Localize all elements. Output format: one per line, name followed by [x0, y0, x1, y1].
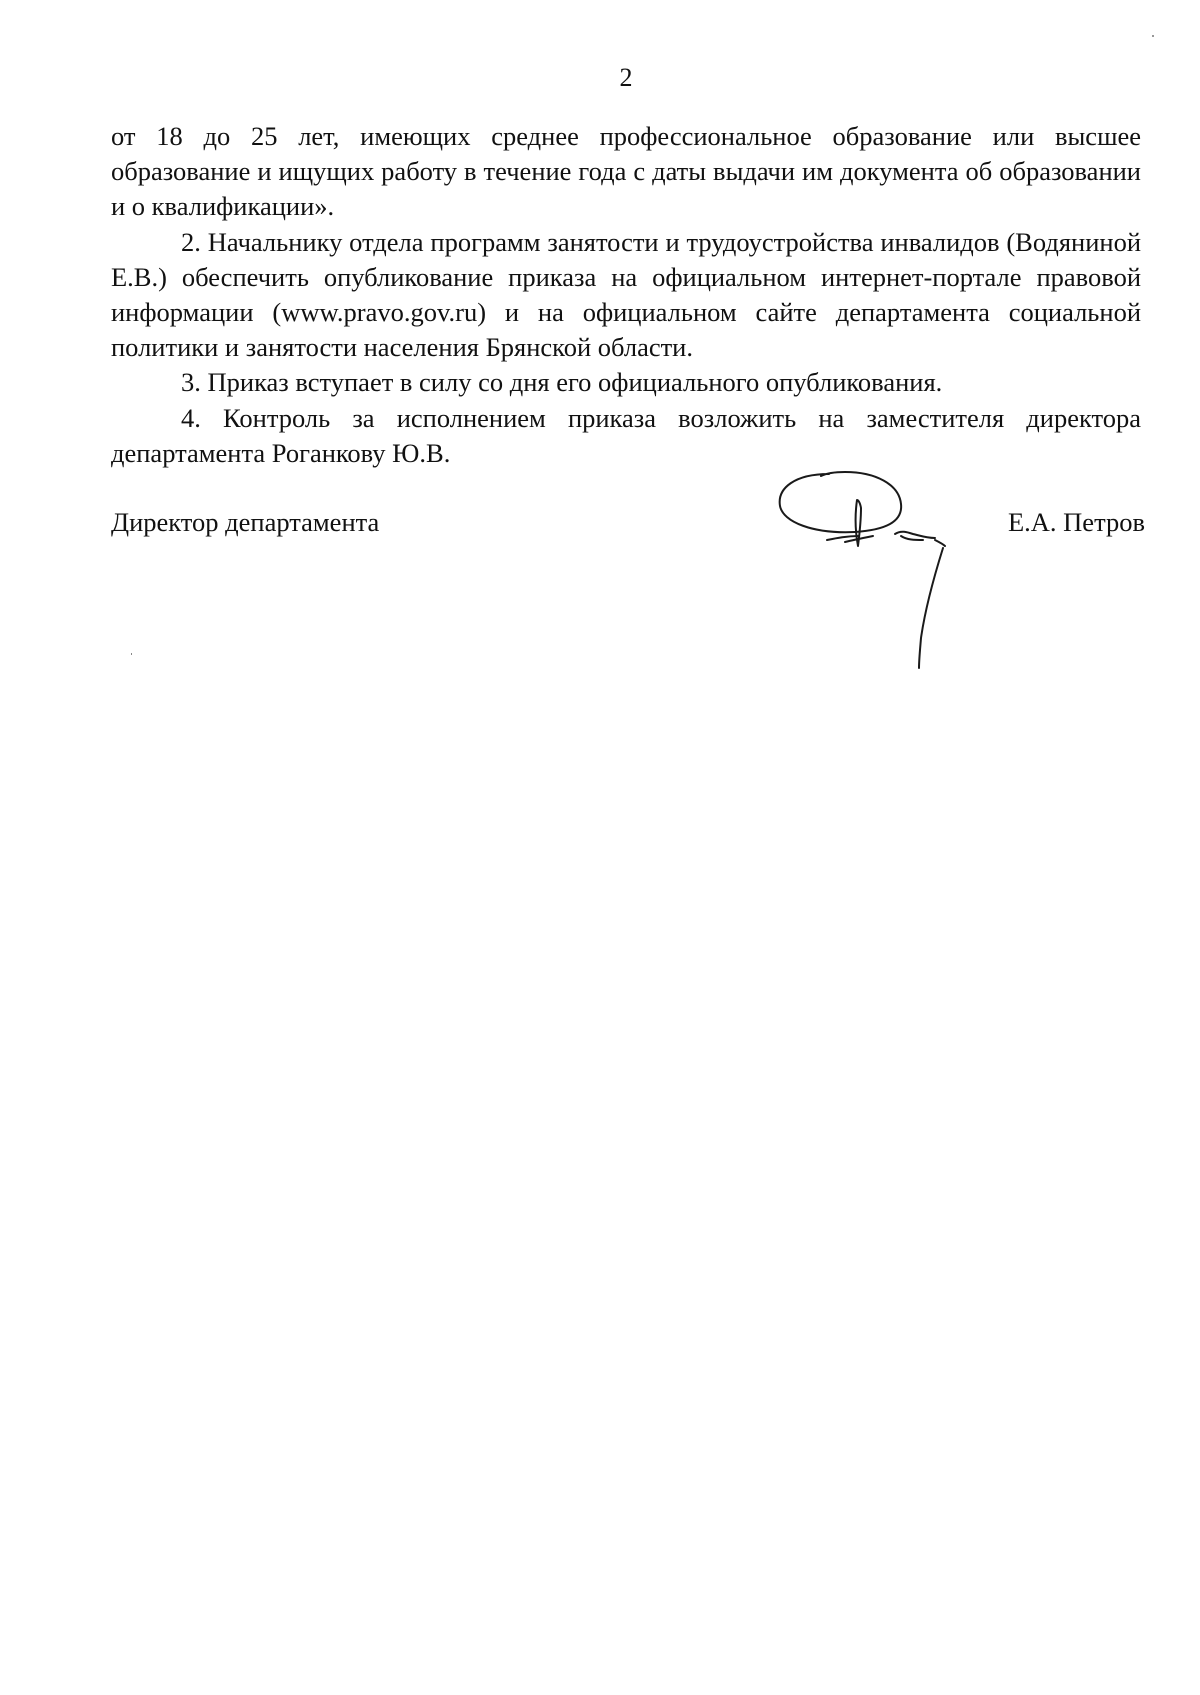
signatory-name: Е.А. Петров: [1007, 507, 1145, 537]
page-number: 2: [619, 63, 633, 92]
signature-block: [111, 505, 1145, 545]
paragraph-item-4: 4. Контроль за исполнением приказа возложить на заместителя директора департамента Роганкову Ю.В.: [111, 402, 1141, 468]
handwritten-signature: [775, 460, 975, 675]
paragraph-item-2: 2. Начальнику отдела программ занятости и трудоустройства инвалидов (Водяниной Е.В.) обеспечить опубликование приказа на официальном интернет-портале правовой информации (www.pravo.gov.ru) и на официальном сайте департамента социальной политики и занятости населения Брянской области.: [111, 226, 1141, 363]
paragraph-continuation: от 18 до 25 лет, имеющих среднее профессиональное образование или высшее образование и ищущих работу в течение года с даты выдачи им документа об образовании и о квалификации».: [111, 121, 1141, 222]
paragraph-item-3: 3. Приказ вступает в силу со дня его официального опубликования.: [181, 367, 943, 398]
signatory-title: Директор департамента: [111, 507, 380, 537]
scan-speck: [131, 653, 132, 655]
document-body: [111, 119, 1141, 471]
scan-speck: [1152, 35, 1154, 37]
